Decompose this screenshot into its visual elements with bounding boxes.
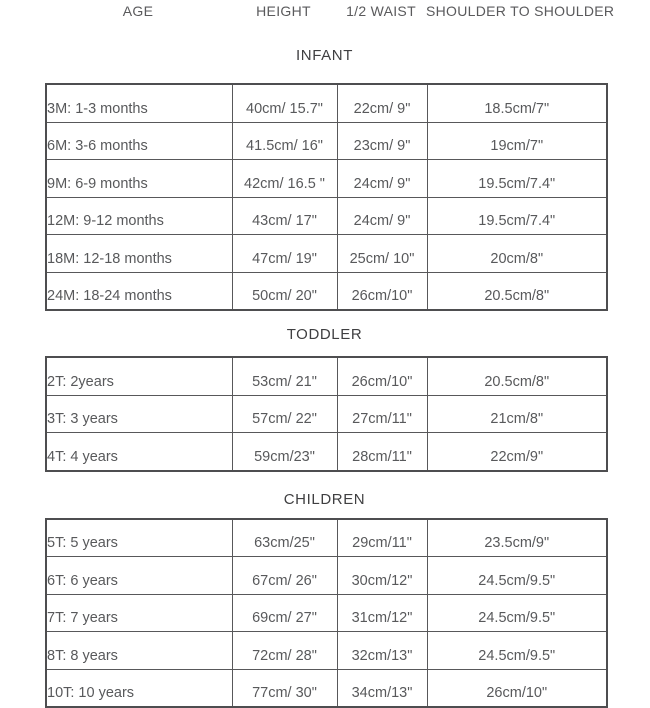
- age-cell: 3M: 1-3 months: [46, 84, 232, 122]
- age-cell: 12M: 9-12 months: [46, 197, 232, 235]
- height-cell: 67cm/ 26": [232, 557, 337, 595]
- table-row: [46, 519, 607, 557]
- table-row: [46, 669, 607, 707]
- waist-cell: 34cm/13": [337, 669, 427, 707]
- height-cell: 47cm/ 19": [232, 235, 337, 273]
- column-header-row: [45, 0, 604, 19]
- height-cell: 63cm/25": [232, 519, 337, 557]
- height-cell: 72cm/ 28": [232, 632, 337, 670]
- waist-cell: 24cm/ 9": [337, 160, 427, 198]
- waist-cell: 31cm/12": [337, 594, 427, 632]
- size-table-toddler: [45, 356, 608, 472]
- age-cell: 9M: 6-9 months: [46, 160, 232, 198]
- shoulder-cell: 24.5cm/9.5": [427, 594, 607, 632]
- table-row: [46, 160, 607, 198]
- table-row: [46, 272, 607, 310]
- shoulder-cell: 20.5cm/8": [427, 357, 607, 395]
- column-header-age: AGE: [45, 3, 231, 19]
- height-cell: 43cm/ 17": [232, 197, 337, 235]
- shoulder-cell: 19.5cm/7.4": [427, 197, 607, 235]
- column-header-height: HEIGHT: [231, 3, 336, 19]
- age-cell: 2T: 2years: [46, 357, 232, 395]
- age-cell: 6M: 3-6 months: [46, 122, 232, 160]
- shoulder-cell: 19.5cm/7.4": [427, 160, 607, 198]
- age-cell: 18M: 12-18 months: [46, 235, 232, 273]
- age-cell: 3T: 3 years: [46, 395, 232, 433]
- section-title-children: CHILDREN: [45, 492, 604, 508]
- height-cell: 41.5cm/ 16": [232, 122, 337, 160]
- age-cell: 8T: 8 years: [46, 632, 232, 670]
- section-title-infant: INFANT: [45, 48, 604, 64]
- waist-cell: 27cm/11": [337, 395, 427, 433]
- table-row: [46, 357, 607, 395]
- height-cell: 53cm/ 21": [232, 357, 337, 395]
- height-cell: 57cm/ 22": [232, 395, 337, 433]
- waist-cell: 30cm/12": [337, 557, 427, 595]
- height-cell: 59cm/23": [232, 433, 337, 471]
- table-row: [46, 235, 607, 273]
- height-cell: 77cm/ 30": [232, 669, 337, 707]
- shoulder-cell: 19cm/7": [427, 122, 607, 160]
- shoulder-cell: 20.5cm/8": [427, 272, 607, 310]
- shoulder-cell: 24.5cm/9.5": [427, 632, 607, 670]
- waist-cell: 26cm/10": [337, 357, 427, 395]
- age-cell: 24M: 18-24 months: [46, 272, 232, 310]
- column-header-shoulder-to-shoulder: SHOULDER TO SHOULDER: [426, 3, 604, 19]
- shoulder-cell: 21cm/8": [427, 395, 607, 433]
- waist-cell: 23cm/ 9": [337, 122, 427, 160]
- size-table-children: [45, 518, 608, 708]
- shoulder-cell: 18.5cm/7": [427, 84, 607, 122]
- waist-cell: 25cm/ 10": [337, 235, 427, 273]
- waist-cell: 26cm/10": [337, 272, 427, 310]
- table-row: [46, 594, 607, 632]
- height-cell: 42cm/ 16.5 ": [232, 160, 337, 198]
- shoulder-cell: 24.5cm/9.5": [427, 557, 607, 595]
- age-cell: 5T: 5 years: [46, 519, 232, 557]
- waist-cell: 28cm/11": [337, 433, 427, 471]
- age-cell: 10T: 10 years: [46, 669, 232, 707]
- size-table-infant: [45, 83, 608, 311]
- waist-cell: 29cm/11": [337, 519, 427, 557]
- waist-cell: 32cm/13": [337, 632, 427, 670]
- waist-cell: 22cm/ 9": [337, 84, 427, 122]
- table-row: [46, 632, 607, 670]
- age-cell: 4T: 4 years: [46, 433, 232, 471]
- waist-cell: 24cm/ 9": [337, 197, 427, 235]
- height-cell: 69cm/ 27": [232, 594, 337, 632]
- table-row: [46, 84, 607, 122]
- shoulder-cell: 22cm/9": [427, 433, 607, 471]
- age-cell: 7T: 7 years: [46, 594, 232, 632]
- shoulder-cell: 20cm/8": [427, 235, 607, 273]
- table-row: [46, 433, 607, 471]
- shoulder-cell: 26cm/10": [427, 669, 607, 707]
- shoulder-cell: 23.5cm/9": [427, 519, 607, 557]
- table-row: [46, 197, 607, 235]
- height-cell: 50cm/ 20": [232, 272, 337, 310]
- table-row: [46, 395, 607, 433]
- column-header-half-waist: 1/2 WAIST: [336, 3, 426, 19]
- section-title-toddler: TODDLER: [45, 327, 604, 343]
- age-cell: 6T: 6 years: [46, 557, 232, 595]
- height-cell: 40cm/ 15.7": [232, 84, 337, 122]
- table-row: [46, 557, 607, 595]
- table-row: [46, 122, 607, 160]
